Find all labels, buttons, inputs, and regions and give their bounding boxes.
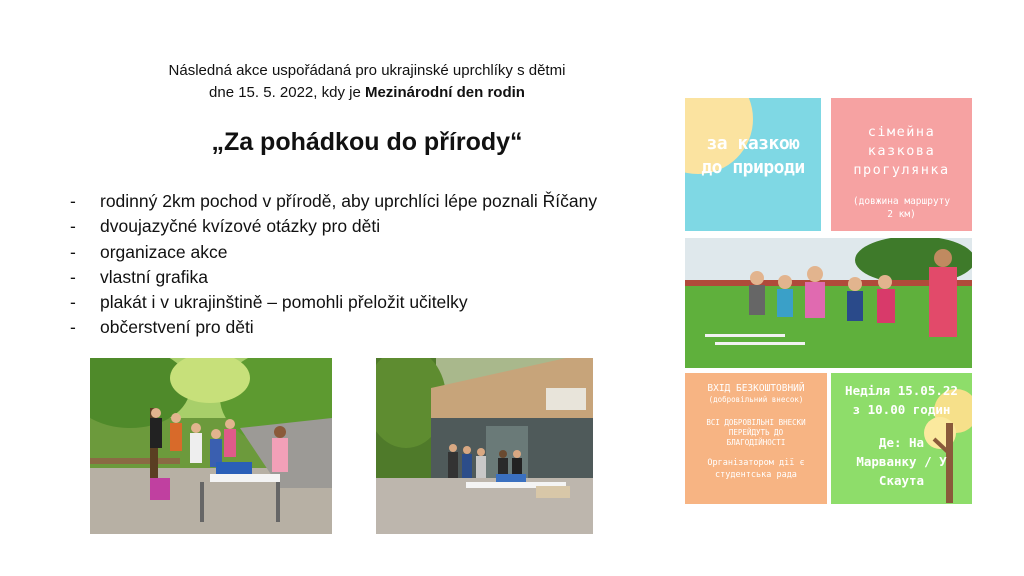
donation-info [685,418,827,448]
poster-tile-title [685,98,821,231]
bullet-text: vlastní grafika [100,266,208,287]
poster-title-line-1: за казкою [706,133,800,154]
poster-route-length [831,195,972,221]
poster-photo-children-running [685,238,972,368]
poster-title-line-2: до природи [701,157,805,178]
bullet-text: plakát i v ukrajinštině – pomohli přeložit učitelky [100,292,468,313]
poster-subtitle [831,123,972,180]
bullet-marker: - [70,191,76,211]
bullet-item [70,315,680,340]
organizer-line-1: Організатором дії є [707,458,805,468]
admission-voluntary: (добровільний внесок) [708,395,804,404]
event-place-line-3: Скаута [878,473,925,488]
bullet-text: občerstvení pro děti [100,317,254,338]
poster-subtitle-line-1: сімейна [867,124,936,140]
bullet-marker: - [70,241,76,262]
bullet-list [70,189,680,341]
intro-line-2 [100,82,634,104]
intro-line-1: Následná akce uspořádaná pro ukrajinské uprchlíky s dětmi [168,62,566,79]
route-note-line-2: 2 км) [887,209,916,220]
organizer-line-2: студентська рада [715,470,797,480]
event-date [831,381,972,419]
bullet-item [70,240,680,265]
donation-line-3: БЛАГОДІЙНОСТІ [726,438,786,447]
event-date-line-2: з 10.00 годин [852,402,951,417]
bullet-text: dvoujazyčné kvízové otázky pro děti [100,216,381,237]
bullet-text: organizace akce [100,241,228,262]
bullet-marker: - [70,216,76,237]
bullet-item [70,214,680,239]
route-note-line-1: (довжина маршруту [852,196,951,207]
bullet-item [70,189,680,214]
photo-group-at-building [376,358,593,534]
bullet-marker: - [70,292,76,313]
event-title: „Za pohádkou do přírody“ [211,128,523,156]
organizer-info [685,457,827,481]
poster-subtitle-line-3: прогулянка [853,162,950,178]
admission-info [685,383,827,405]
poster-tile-subtitle [831,98,972,231]
poster-title [685,132,821,180]
bullet-marker: - [70,266,76,287]
poster-subtitle-line-2: казкова [867,143,936,159]
intro-text [100,60,634,104]
bullet-marker: - [70,317,76,338]
bullet-item [70,265,680,290]
event-place-line-2: Марванку / У [856,454,947,469]
donation-line-2: ПЕРЕЙДУТЬ ДО [728,428,784,437]
poster-tile-admission [685,373,827,504]
intro-occasion: Mezinárodní den rodin [364,84,525,101]
bullet-item [70,290,680,315]
bullet-text: rodinný 2km pochod v přírodě, aby uprchlíci lépe poznali Říčany [100,191,598,211]
donation-line-1: ВСІ ДОБРОВІЛЬНІ ВНЕСКИ [706,418,806,427]
poster-tile-date-place [831,373,972,504]
admission-free: ВХІД БЕЗКОШТОВНИЙ [707,383,805,394]
event-place [831,433,972,490]
event-date-line-1: Неділя 15.05.22 [845,383,958,398]
event-place-line-1: Де: На [878,435,925,450]
intro-date: dne 15. 5. 2022, kdy je [209,84,365,101]
photo-refreshment-table-forest [90,358,332,534]
